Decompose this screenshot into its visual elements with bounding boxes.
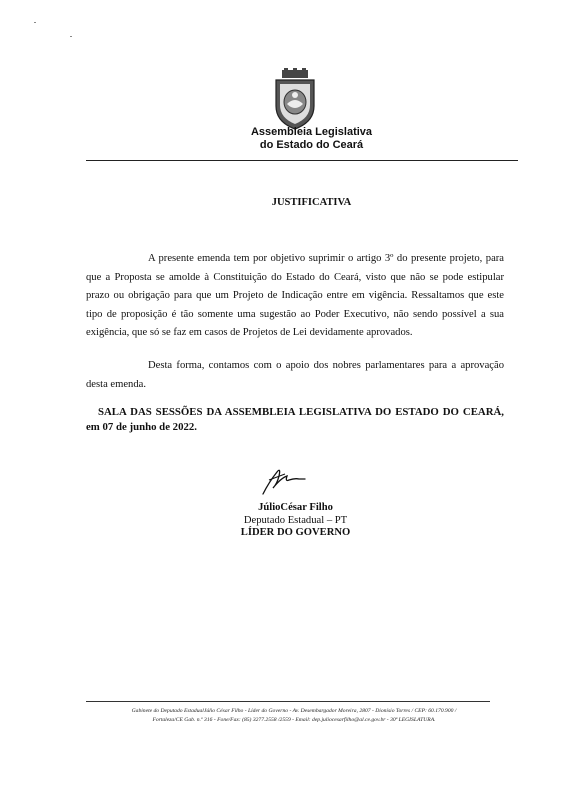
document-title: JUSTIFICATIVA — [271, 197, 352, 208]
paragraph-1-text: A presente emenda tem por objetivo suprimir o artigo 3º do presente projeto, para que a Proposta se amolde à Constituição do Estado do Ceará, visto que não se pode estipular prazo ou obrigação para que um Projeto de Indicação entre em vigência. Ressaltamos que este tipo de proposição é tão somente uma sugestão ao Poder Executivo, não sendo possível a sua exigência, que só se faz em casos de Projetos de Lei devidamente aprovados. — [86, 253, 504, 339]
footer-line-1: Gabinete do Deputado EstadualJúlio César Filho - Líder do Governo - Av. Desembargador Moreira, 2807 - Dionísio Torres / CEP: 60.170.900 / — [131, 708, 457, 714]
state-coat-of-arms-icon — [270, 68, 320, 130]
session-text: SALA DAS SESSÕES DA ASSEMBLEIA LEGISLATIVA DO ESTADO DO CEARÁ, em 07 de junho de 2022. — [86, 406, 504, 433]
paragraph-2-text: Desta forma, contamos com o apoio dos nobres parlamentares para a aprovação desta emenda. — [86, 360, 504, 390]
signer-block — [12, 502, 567, 540]
session-date-line — [86, 405, 504, 435]
footer-divider — [86, 701, 490, 702]
org-line-1: Assembleia Legislativa — [250, 126, 373, 138]
handwritten-signature — [255, 462, 315, 498]
organization-name — [28, 126, 567, 152]
scan-speck — [34, 22, 36, 23]
signer-position: LÍDER DO GOVERNO — [240, 527, 351, 538]
justification-paragraph-2 — [86, 357, 504, 394]
header-divider — [86, 160, 518, 161]
justification-paragraph-1 — [86, 250, 504, 343]
footer-line-2: Fortaleza/CE Gab. n.º 316 - Fone/Fax: (85) 3277.2558 /2559 - Email: dep.juliocesarfilho@al.ce.gov.br - 30ª LEGISLATURA. — [152, 717, 436, 723]
signer-name: JúlioCésar Filho — [258, 502, 333, 513]
footer-contact — [84, 707, 504, 725]
org-line-2: do Estado do Ceará — [259, 139, 364, 151]
signer-role: Deputado Estadual – PT — [243, 514, 348, 526]
scan-speck — [70, 36, 72, 37]
